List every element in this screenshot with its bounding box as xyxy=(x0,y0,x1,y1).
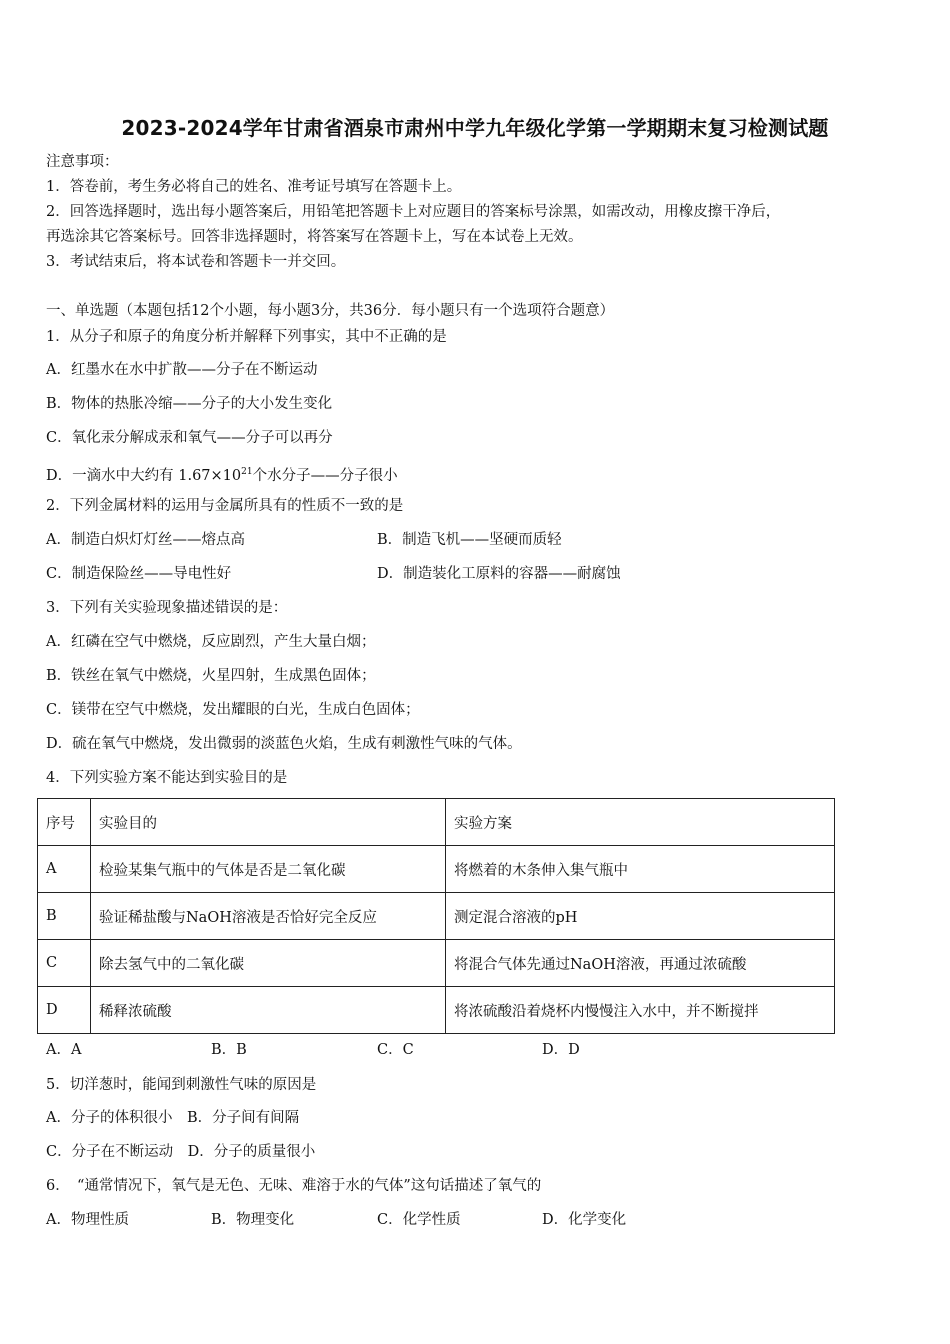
q5-stem: 5．切洋葱时，能闻到刺激性气味的原因是 xyxy=(46,1077,317,1093)
table-cell: C xyxy=(38,940,91,987)
q1-option-a: A．红墨水在水中扩散——分子在不断运动 xyxy=(46,362,318,378)
q2-option-a: A．制造白炽灯灯丝——熔点高 xyxy=(46,532,245,548)
notice-item-1: 1．答卷前，考生务必将自己的姓名、准考证号填写在答题卡上。 xyxy=(46,179,462,195)
q1-option-b: B．物体的热胀冷缩——分子的大小发生变化 xyxy=(46,396,333,412)
q2-option-d: D．制造装化工原料的容器——耐腐蚀 xyxy=(377,566,621,582)
q1-stem: 1．从分子和原子的角度分析并解释下列事实，其中不正确的是 xyxy=(46,329,447,345)
experiment-table xyxy=(37,798,835,1034)
q3-stem: 3．下列有关实验现象描述错误的是： xyxy=(46,600,288,616)
q2-stem: 2．下列金属材料的运用与金属所具有的性质不一致的是 xyxy=(46,498,404,514)
q2-option-b: B．制造飞机——坚硬而质轻 xyxy=(377,532,562,548)
notice-item-3: 3．考试结束后，将本试卷和答题卡一并交回。 xyxy=(46,254,346,270)
table-header-cell: 实验目的 xyxy=(91,799,446,846)
q1-option-d-text-end: 个水分子——分子很小 xyxy=(252,467,398,484)
table-cell: 检验某集气瓶中的气体是否是二氧化碳 xyxy=(91,846,446,893)
notice-item-2b: 再选涂其它答案标号。回答非选择题时，将答案写在答题卡上，写在本试卷上无效。 xyxy=(46,229,583,245)
table-cell: 将混合气体先通过NaOH溶液，再通过浓硫酸 xyxy=(446,940,835,987)
table-header-cell: 序号 xyxy=(38,799,91,846)
q4-option-b: B．B xyxy=(211,1042,247,1058)
q1-option-c: C．氧化汞分解成汞和氧气——分子可以再分 xyxy=(46,430,333,446)
table-cell: 测定混合溶液的pH xyxy=(446,893,835,940)
table-header-row xyxy=(38,799,835,846)
table-row xyxy=(38,893,835,940)
notice-heading: 注意事项： xyxy=(46,154,119,170)
q3-option-d: D．硫在氧气中燃烧，发出微弱的淡蓝色火焰，生成有刺激性气味的气体。 xyxy=(46,736,522,752)
table-cell: B xyxy=(38,893,91,940)
q2-option-c: C．制造保险丝——导电性好 xyxy=(46,566,232,582)
table-cell: 稀释浓硫酸 xyxy=(91,987,446,1034)
q1-option-d xyxy=(46,462,398,486)
q3-option-b: B．铁丝在氧气中燃烧，火星四射，生成黑色固体； xyxy=(46,668,376,684)
table-cell: D xyxy=(38,987,91,1034)
q5-options-cd: C．分子在不断运动 D．分子的质量很小 xyxy=(46,1144,316,1160)
table-cell: 将浓硫酸沿着烧杯内慢慢注入水中，并不断搅拌 xyxy=(446,987,835,1034)
table-row xyxy=(38,940,835,987)
q5-options-ab: A．分子的体积很小 B．分子间有间隔 xyxy=(46,1110,300,1126)
q6-option-c: C．化学性质 xyxy=(377,1212,461,1228)
notice-item-2a: 2．回答选择题时，选出每小题答案后，用铅笔把答题卡上对应题目的答案标号涂黑，如需改动，用橡皮擦干净后， xyxy=(46,204,781,220)
q6-option-d: D．化学变化 xyxy=(542,1212,627,1228)
q4-stem: 4．下列实验方案不能达到实验目的是 xyxy=(46,770,288,786)
table-cell: A xyxy=(38,846,91,893)
q4-option-c: C．C xyxy=(377,1042,414,1058)
q4-option-d: D．D xyxy=(542,1042,580,1058)
table-row xyxy=(38,846,835,893)
table-header-cell: 实验方案 xyxy=(446,799,835,846)
q6-option-a: A．物理性质 xyxy=(46,1212,129,1228)
table-cell: 验证稀盐酸与NaOH溶液是否恰好完全反应 xyxy=(91,893,446,940)
table-cell: 除去氢气中的二氧化碳 xyxy=(91,940,446,987)
table-cell: 将燃着的木条伸入集气瓶中 xyxy=(446,846,835,893)
q3-option-c: C．镁带在空气中燃烧，发出耀眼的白光，生成白色固体； xyxy=(46,702,420,718)
page-title: 2023-2024学年甘肃省酒泉市肃州中学九年级化学第一学期期末复习检测试题 xyxy=(121,116,829,140)
q1-option-d-text: D．一滴水中大约有 1.67×10 xyxy=(46,467,242,484)
section-heading: 一、单选题（本题包括12个小题，每小题3分，共36分．每小题只有一个选项符合题意） xyxy=(46,303,615,319)
q1-option-d-exponent: 21 xyxy=(241,467,253,477)
q4-option-a: A．A xyxy=(46,1042,82,1058)
table-row xyxy=(38,987,835,1034)
q6-option-b: B．物理变化 xyxy=(211,1212,295,1228)
q6-stem: 6． “通常情况下，氧气是无色、无味、难溶于水的气体”这句话描述了氧气的 xyxy=(46,1178,542,1194)
q3-option-a: A．红磷在空气中燃烧，反应剧烈，产生大量白烟； xyxy=(46,634,376,650)
